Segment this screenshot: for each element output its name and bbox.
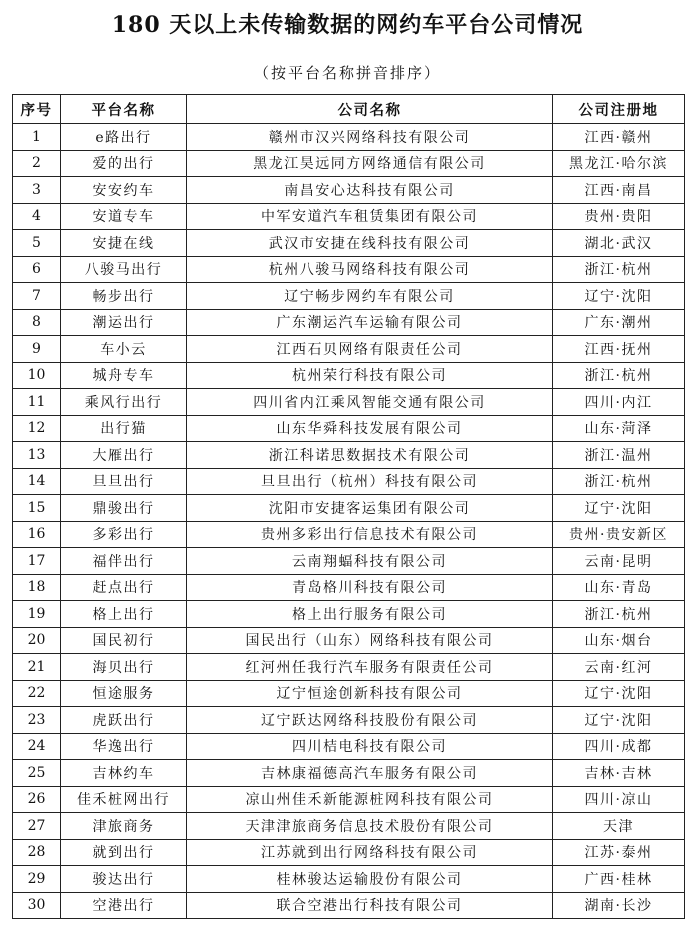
cell-platform: 大雁出行 (61, 442, 187, 469)
cell-index: 20 (13, 627, 61, 654)
cell-company: 四川省内江乘风智能交通有限公司 (187, 389, 553, 416)
cell-index: 16 (13, 521, 61, 548)
cell-company: 江西石贝网络有限责任公司 (187, 336, 553, 363)
cell-index: 2 (13, 150, 61, 177)
cell-platform: 津旅商务 (61, 813, 187, 840)
cell-platform: 福伴出行 (61, 548, 187, 575)
cell-platform: 就到出行 (61, 839, 187, 866)
cell-platform: 旦旦出行 (61, 468, 187, 495)
table-row (13, 733, 685, 760)
cell-location: 四川·凉山 (553, 786, 685, 813)
cell-platform: 吉林约车 (61, 760, 187, 787)
cell-location: 辽宁·沈阳 (553, 495, 685, 522)
cell-location: 黑龙江·哈尔滨 (553, 150, 685, 177)
cell-company: 赣州市汉兴网络科技有限公司 (187, 124, 553, 151)
cell-location: 广西·桂林 (553, 866, 685, 893)
cell-index: 1 (13, 124, 61, 151)
table-header-row (13, 95, 685, 124)
cell-index: 24 (13, 733, 61, 760)
cell-index: 28 (13, 839, 61, 866)
table-row (13, 813, 685, 840)
page-subtitle: （按平台名称拼音排序） (253, 64, 441, 82)
table-row (13, 548, 685, 575)
table-row (13, 283, 685, 310)
cell-index: 5 (13, 230, 61, 257)
table-row (13, 654, 685, 681)
table-row (13, 760, 685, 787)
cell-index: 19 (13, 601, 61, 628)
cell-company: 红河州任我行汽车服务有限责任公司 (187, 654, 553, 681)
cell-platform: 畅步出行 (61, 283, 187, 310)
cell-platform: 城舟专车 (61, 362, 187, 389)
cell-location: 山东·菏泽 (553, 415, 685, 442)
cell-platform: 恒途服务 (61, 680, 187, 707)
cell-platform: 乘风行出行 (61, 389, 187, 416)
cell-location: 辽宁·沈阳 (553, 680, 685, 707)
cell-location: 天津 (553, 813, 685, 840)
cell-company: 天津津旅商务信息技术股份有限公司 (187, 813, 553, 840)
cell-company: 四川桔电科技有限公司 (187, 733, 553, 760)
cell-index: 13 (13, 442, 61, 469)
cell-index: 21 (13, 654, 61, 681)
cell-location: 四川·成都 (553, 733, 685, 760)
cell-company: 南昌安心达科技有限公司 (187, 177, 553, 204)
cell-company: 国民出行（山东）网络科技有限公司 (187, 627, 553, 654)
page-title: 180 天以上未传输数据的网约车平台公司情况 (111, 12, 584, 38)
cell-index: 18 (13, 574, 61, 601)
cell-company: 辽宁恒途创新科技有限公司 (187, 680, 553, 707)
cell-platform: 海贝出行 (61, 654, 187, 681)
cell-index: 15 (13, 495, 61, 522)
cell-index: 14 (13, 468, 61, 495)
cell-location: 山东·烟台 (553, 627, 685, 654)
table-row (13, 680, 685, 707)
cell-location: 广东·潮州 (553, 309, 685, 336)
cell-index: 8 (13, 309, 61, 336)
cell-company: 凉山州佳禾新能源桩网科技有限公司 (187, 786, 553, 813)
table-row (13, 866, 685, 893)
cell-company: 吉林康福德高汽车服务有限公司 (187, 760, 553, 787)
table-row (13, 230, 685, 257)
cell-location: 云南·红河 (553, 654, 685, 681)
cell-platform: 骏达出行 (61, 866, 187, 893)
cell-platform: 佳禾桩网出行 (61, 786, 187, 813)
cell-location: 江西·赣州 (553, 124, 685, 151)
cell-company: 杭州八骏马网络科技有限公司 (187, 256, 553, 283)
cell-index: 6 (13, 256, 61, 283)
cell-company: 旦旦出行（杭州）科技有限公司 (187, 468, 553, 495)
cell-platform: 出行猫 (61, 415, 187, 442)
cell-location: 江苏·泰州 (553, 839, 685, 866)
table-row (13, 495, 685, 522)
cell-index: 10 (13, 362, 61, 389)
cell-location: 辽宁·沈阳 (553, 707, 685, 734)
cell-index: 25 (13, 760, 61, 787)
cell-index: 29 (13, 866, 61, 893)
cell-platform: 空港出行 (61, 892, 187, 919)
cell-company: 辽宁跃达网络科技股份有限公司 (187, 707, 553, 734)
cell-company: 山东华舜科技发展有限公司 (187, 415, 553, 442)
cell-platform: 爱的出行 (61, 150, 187, 177)
table-row (13, 442, 685, 469)
cell-platform: 潮运出行 (61, 309, 187, 336)
cell-index: 27 (13, 813, 61, 840)
cell-location: 浙江·杭州 (553, 362, 685, 389)
cell-company: 江苏就到出行网络科技有限公司 (187, 839, 553, 866)
cell-platform: 赶点出行 (61, 574, 187, 601)
table-row (13, 203, 685, 230)
cell-company: 广东潮运汽车运输有限公司 (187, 309, 553, 336)
cell-platform: 国民初行 (61, 627, 187, 654)
cell-location: 云南·昆明 (553, 548, 685, 575)
cell-company: 青岛格川科技有限公司 (187, 574, 553, 601)
cell-company: 贵州多彩出行信息技术有限公司 (187, 521, 553, 548)
header-company: 公司名称 (187, 95, 553, 124)
table-row (13, 468, 685, 495)
cell-index: 9 (13, 336, 61, 363)
table-row (13, 309, 685, 336)
cell-index: 12 (13, 415, 61, 442)
cell-company: 浙江科诺思数据技术有限公司 (187, 442, 553, 469)
cell-platform: 安安约车 (61, 177, 187, 204)
cell-location: 浙江·温州 (553, 442, 685, 469)
table-row (13, 601, 685, 628)
table-row (13, 336, 685, 363)
cell-index: 26 (13, 786, 61, 813)
header-location: 公司注册地 (553, 95, 685, 124)
cell-index: 7 (13, 283, 61, 310)
cell-location: 湖南·长沙 (553, 892, 685, 919)
cell-platform: 鼎骏出行 (61, 495, 187, 522)
table-row (13, 389, 685, 416)
table-row (13, 150, 685, 177)
cell-platform: e路出行 (61, 124, 187, 151)
table-body (13, 124, 685, 919)
table-row (13, 521, 685, 548)
cell-platform: 安捷在线 (61, 230, 187, 257)
cell-company: 沈阳市安捷客运集团有限公司 (187, 495, 553, 522)
cell-company: 辽宁畅步网约车有限公司 (187, 283, 553, 310)
table-row (13, 574, 685, 601)
table-row (13, 177, 685, 204)
header-platform: 平台名称 (61, 95, 187, 124)
cell-index: 22 (13, 680, 61, 707)
cell-location: 浙江·杭州 (553, 468, 685, 495)
cell-location: 辽宁·沈阳 (553, 283, 685, 310)
cell-platform: 多彩出行 (61, 521, 187, 548)
cell-location: 浙江·杭州 (553, 256, 685, 283)
cell-index: 4 (13, 203, 61, 230)
cell-platform: 安道专车 (61, 203, 187, 230)
cell-company: 杭州荣行科技有限公司 (187, 362, 553, 389)
cell-index: 23 (13, 707, 61, 734)
table-row (13, 839, 685, 866)
cell-index: 3 (13, 177, 61, 204)
cell-platform: 华逸出行 (61, 733, 187, 760)
cell-company: 武汉市安捷在线科技有限公司 (187, 230, 553, 257)
table-row (13, 707, 685, 734)
cell-location: 四川·内江 (553, 389, 685, 416)
cell-platform: 八骏马出行 (61, 256, 187, 283)
cell-company: 黑龙江昊远同方网络通信有限公司 (187, 150, 553, 177)
platform-table (12, 94, 685, 919)
cell-index: 30 (13, 892, 61, 919)
cell-company: 联合空港出行科技有限公司 (187, 892, 553, 919)
cell-company: 中军安道汽车租赁集团有限公司 (187, 203, 553, 230)
cell-index: 17 (13, 548, 61, 575)
cell-location: 湖北·武汉 (553, 230, 685, 257)
table-row (13, 256, 685, 283)
cell-platform: 虎跃出行 (61, 707, 187, 734)
table-row (13, 892, 685, 919)
cell-location: 山东·青岛 (553, 574, 685, 601)
cell-location: 吉林·吉林 (553, 760, 685, 787)
cell-location: 江西·抚州 (553, 336, 685, 363)
table-row (13, 627, 685, 654)
cell-location: 江西·南昌 (553, 177, 685, 204)
cell-company: 格上出行服务有限公司 (187, 601, 553, 628)
table-row (13, 124, 685, 151)
cell-location: 浙江·杭州 (553, 601, 685, 628)
cell-location: 贵州·贵安新区 (553, 521, 685, 548)
table-row (13, 362, 685, 389)
table-row (13, 415, 685, 442)
cell-platform: 车小云 (61, 336, 187, 363)
cell-index: 11 (13, 389, 61, 416)
table-row (13, 786, 685, 813)
cell-platform: 格上出行 (61, 601, 187, 628)
header-index: 序号 (13, 95, 61, 124)
cell-company: 云南翔蝠科技有限公司 (187, 548, 553, 575)
cell-company: 桂林骏达运输股份有限公司 (187, 866, 553, 893)
cell-location: 贵州·贵阳 (553, 203, 685, 230)
